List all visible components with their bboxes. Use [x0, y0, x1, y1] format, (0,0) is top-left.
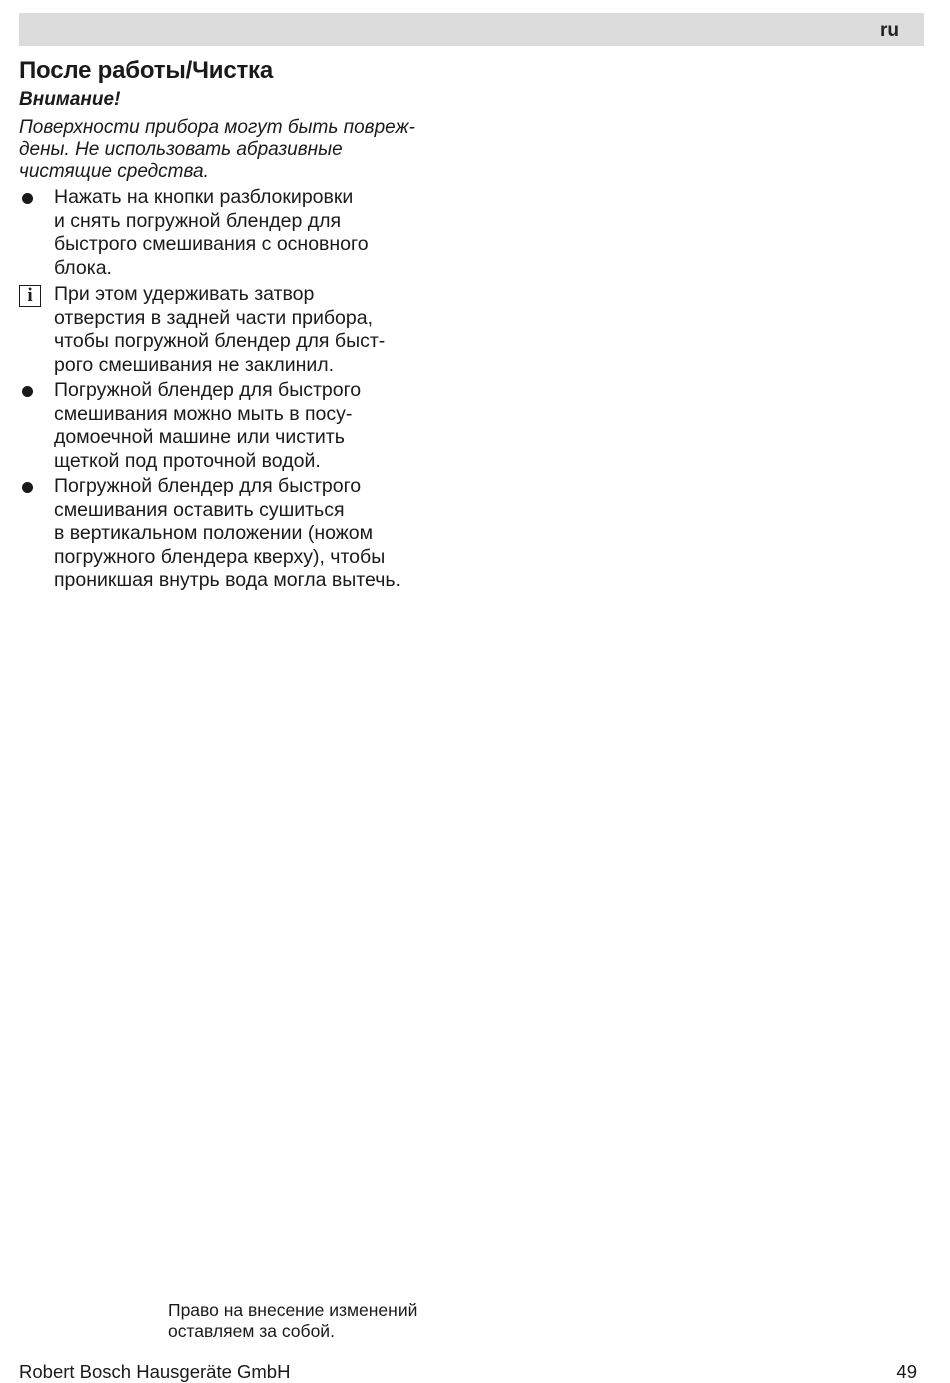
- item-line: в вертикальном положении (ножом: [54, 522, 374, 544]
- list-item-unlock: [19, 186, 464, 280]
- item-line: блока.: [54, 256, 112, 279]
- main-content: [19, 56, 464, 593]
- bullet-icon: [22, 482, 33, 493]
- warning-line: чистящие средства.: [19, 161, 209, 182]
- language-tag: ru: [880, 20, 899, 41]
- item-line: домоечной машине или чистить: [54, 426, 345, 448]
- item-line: рого смешивания не заклинил.: [54, 353, 335, 376]
- footnote-line: оставляем за собой.: [168, 1321, 335, 1341]
- item-line: и снять погружной блендер для: [54, 209, 342, 232]
- warning-line: Поверхности прибора могут быть повреж-: [19, 117, 415, 138]
- footer-company: Robert Bosch Hausgeräte GmbH: [19, 1361, 291, 1382]
- item-line: быстрого смешивания с основного: [54, 233, 369, 255]
- warning-text: [19, 117, 464, 183]
- bullet-icon: [22, 193, 33, 204]
- warning-label: Внимание!: [19, 89, 121, 110]
- item-line: щеткой под проточной водой.: [54, 449, 321, 472]
- item-line: Нажать на кнопки разблокировки: [54, 186, 354, 208]
- section-title: После работы/Чистка: [19, 57, 273, 84]
- item-line: При этом удерживать затвор: [54, 283, 315, 305]
- item-line: чтобы погружной блендер для быст-: [54, 330, 386, 352]
- footnote-line: Право на внесение изменений: [168, 1300, 418, 1320]
- bullet-icon: [22, 386, 33, 397]
- info-icon: i: [19, 285, 41, 307]
- item-line: смешивания можно мыть в посу-: [54, 402, 353, 425]
- info-note: [19, 283, 464, 377]
- page-number: 49: [896, 1361, 917, 1382]
- item-line: погружного блендера кверху), чтобы: [54, 545, 386, 568]
- item-line: Погружной блендер для быстрого: [54, 475, 362, 497]
- list-item-drying: [19, 475, 464, 593]
- header-bar: [19, 13, 924, 46]
- item-line: Погружной блендер для быстрого: [54, 379, 362, 401]
- item-line: отверстия в задней части прибора,: [54, 306, 374, 329]
- warning-line: дены. Не использовать абразивные: [19, 139, 343, 160]
- list-item-washing: [19, 379, 464, 473]
- item-line: проникшая внутрь вода могла вытечь.: [54, 569, 401, 591]
- item-line: смешивания оставить сушиться: [54, 498, 345, 521]
- footnote: [168, 1300, 417, 1342]
